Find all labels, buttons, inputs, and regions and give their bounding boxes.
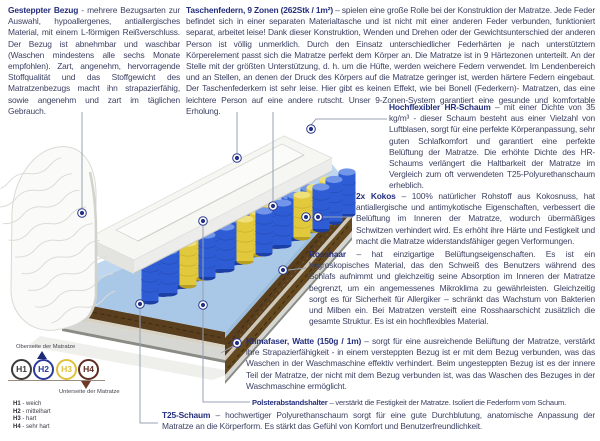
- body-spacer: verstärkt die Festigkeit der Matratze. Isoliert die Federform vom Schaum.: [335, 398, 567, 407]
- body-cover: mehrere Bezugsarten zur Auswahl, hypoallergenes, antiallergisches Material, mit einem L-förmigen Reißverschluss. Der Bezug ist abnehmbar und waschbar (Waschen mindestens alle sechs Monate empfohlen). Zart, angenehm, hervorragende Stoffqualität und das Stoffgewicht des Matratzenbezugs macht ihn strapazierfähig, sowie angenehm und zart im täglichen Gebrauch.: [8, 5, 180, 116]
- hardness-circle-h3: H3: [56, 359, 77, 380]
- text-block-coconut: 2x Kokos – 100% natürlicher Rohstoff aus Kokosnuss, hat antiallergische und antimykotische Eigenschaften, verbessert die Belüftung im Inneren der Matratze, wodurch übermäßiges Schwitzen verhindert wird. Es erhöht ihre Härte und Festigkeit und macht die Matratze widerstandsfähiger gegen Verformungen.: [356, 191, 595, 246]
- title-cover: Gesteppter Bezug: [8, 5, 79, 15]
- body-hr-foam: mit einer Dichte von 35 kg/m³ - dieser Schaum besteht aus einer Vielzahl von Luftblasen, sorgt für eine perfekte Körperanpassung, sehr guten Schlafkomfort und garantiert eine perfekte Belüftung der Matratze. Die erhöhte Dichte des HR-Schaums verlängert die Haltbarkeit der Matratze im Vergleich zum oft verwendeten T25-Polyurethanschaum erheblich.: [389, 102, 595, 191]
- legend-row-h3: H3 - hart: [13, 416, 37, 422]
- text-block-climate-fiber: Klimafaser, Watte (150g / 1m) – sorgt für eine ausreichende Belüftung der Matratze, verstärkt ihre Strapazierfähigkeit - in einem versteppten Bezug ist er mit dem Bezug verbunden, was das Waschen in der Waschmaschine effektiv verhindert. Beim ungesteppten Bezug ist es der innere Teil der Matratze, der nicht mit dem Bezug verbunden ist, was das Waschen des Bezuges in der Waschmaschine ermöglicht.: [246, 336, 595, 391]
- down-arrow-icon: [81, 381, 91, 389]
- up-arrow-icon: [37, 351, 47, 359]
- body-coconut: 100% natürlicher Rohstoff aus Kokosnuss, hat antiallergische und antimykotische Eigenschaften, verbessert die Belüftung im Inneren der Matratze, wodurch übermäßiges Schwitzen verhindert wird. Es erhöht ihre Härte und Festigkeit und macht die Matratze widerstandsfähiger gegen Verformungen.: [356, 191, 595, 246]
- body-springs: spielen eine große Rolle bei der Konstruktion der Matratze. Jede Feder befindet sich in einer separaten Materialtasche und ist nicht mit einer anderen Feder verbunden, funktioniert separat, arbeitet leise! Dank dieser Konstruktion, Wenden und Drehen oder der Gewichtsunterschied der anderen Person ist völlig unmerklich. Durch den Einsatz unterschiedlicher Federhärten je nach unterstütztem Körperelement passt sich die Matratze perfekt dem Körper an. Die Matratze ist in 9 Härtezonen unterteilt. An der Stelle mit der größten Unterstützung, d. h. um die Hüfte, werden weichere Federn verwendet. Im Lendenbereich und an Stellen, an denen der Druck des Körpers auf die Matratze geringer ist, werden härtere Federn eingebaut. Der Taschenfederkern ist sehr leise. Hier gibt es keinen Effekt, wie bei Bonell (Federkern)- Matratzen, das eine leichtere Person auf eine andere rutscht. Unser 9-Zonen-System garantiert eine gesunde und komfortable Erholung.: [186, 5, 595, 116]
- hardness-circle-h1: H1: [11, 359, 32, 380]
- hardness-circle-h2: H2: [33, 359, 54, 380]
- legend-row-h2: H2 - mittelhart: [13, 408, 51, 415]
- hardness-circle-h4: H4: [78, 359, 99, 380]
- title-t25-foam: T25-Schaum: [162, 410, 211, 420]
- mattress-top-label: Oberseite der Matratze: [16, 344, 76, 350]
- mattress-bottom-label: Unterseite der Matratze: [59, 389, 120, 395]
- body-climate-fiber: sorgt für eine ausreichende Belüftung der Matratze, verstärkt ihre Strapazierfähigkeit - in einem versteppten Bezug ist er mit dem Bezug verbunden, was das Waschen in der Waschmaschine effektiv verhindert. Beim ungesteppten Bezug ist es der innere Teil der Matratze, der nicht mit dem Bezug verbunden ist, was das Waschen des Bezuges in der Waschmaschine ermöglicht.: [246, 336, 595, 391]
- title-horsehair: Rosshaar: [309, 249, 346, 259]
- text-block-spacer: Polsterabstandshalter – verstärkt die Festigkeit der Matratze. Isoliert die Federform vom Schaum.: [252, 398, 567, 407]
- text-block-cover: Gesteppter Bezug - mehrere Bezugsarten zur Auswahl, hypoallergenes, antiallergisches Material, mit einem L-förmigen Reißverschluss. Der Bezug ist abnehmbar und waschbar (Waschen mindestens alle sechs Monate empfohlen). Zart, angenehm, hervorragende Stoffqualität und das Stoffgewicht des Matratzenbezugs macht ihn strapazierfähig, sowie angenehm und zart im täglichen Gebrauch.: [8, 5, 180, 116]
- body-horsehair: hat einzigartige Belüftungseigenschaften. Es ist ein hygroskopisches Material, das den Schweiß des Benutzers während des Schlafs aufnimmt und gleichzeitig seine Absorption im Inneren der Matratze begrenzt, um ein angemessenes Mikroklima zu gewährleisten. Gleichzeitig sorgt es für Sicherheit für Allergiker – schränkt das Wachstum von Bakterien und Milben ein. Bei Matratzen versteift eine Rosshaarschicht zusätzlich die gesamte Struktur. Es ist ein hochflexibles Material.: [309, 249, 595, 327]
- title-springs: Taschenfedern, 9 Zonen (262Stk / 1m²): [186, 5, 333, 15]
- body-t25-foam: hochwertiger Polyurethanschaum sorgt für eine gute Durchblutung, anatomische Anpassung der Matratze an die Körperform. Es stärkt das Gefühl von Komfort und Benutzerfreundlichkeit.: [162, 410, 595, 432]
- legend-row-h4: H4 - sehr hart: [13, 423, 50, 430]
- legend-row-h1: H1 - weich: [13, 401, 42, 407]
- title-coconut: 2x Kokos: [356, 191, 396, 201]
- title-hr-foam: Hochflexibler HR-Schaum: [389, 102, 491, 112]
- text-block-t25-foam: T25-Schaum – hochwertiger Polyurethanschaum sorgt für eine gute Durchblutung, anatomische Anpassung der Matratze an die Körperform. Es stärkt das Gefühl von Komfort und Benutzerfreundlichkeit.: [162, 410, 595, 432]
- text-block-springs: Taschenfedern, 9 Zonen (262Stk / 1m²) – spielen eine große Rolle bei der Konstruktion der Matratze. Jede Feder befindet sich in einer separaten Materialtasche und ist nicht mit einer anderen Feder verbunden, funktioniert separat, arbeitet leise! Dank dieser Konstruktion, Wenden und Drehen oder der Gewichtsunterschied der anderen Person ist völlig unmerklich. Durch den Einsatz unterschiedlicher Federhärten je nach unterstütztem Körperelement passt sich die Matratze perfekt dem Körper an. Die Matratze ist in 9 Härtezonen unterteilt. An der Stelle mit der größten Unterstützung, d. h. um die Hüfte, werden weichere Federn verwendet. Im Lendenbereich und an Stellen, an denen der Druck des Körpers auf die Matratze geringer ist, werden härtere Federn eingebaut. Der Taschenfederkern ist sehr leise. Hier gibt es keinen Effekt, wie bei Bonell (Federkern)- Matratzen, das eine leichtere Person auf eine andere rutscht. Unser 9-Zonen-System garantiert eine gesunde und komfortable Erholung.: [186, 5, 595, 116]
- title-spacer: Polsterabstandshalter: [252, 398, 328, 407]
- title-climate-fiber: Klimafaser, Watte (150g / 1m): [246, 336, 362, 346]
- hardness-legend: [13, 401, 51, 431]
- text-block-hr-foam: Hochflexibler HR-Schaum – mit einer Dichte von 35 kg/m³ - dieser Schaum besteht aus einer Vielzahl von Luftblasen, sorgt für eine perfekte Körperanpassung, sehr guten Schlafkomfort und garantiert eine perfekte Belüftung der Matratze. Die erhöhte Dichte des HR-Schaums verlängert die Haltbarkeit der Matratze im Vergleich zum oft verwendeten T25-Polyurethanschaum erheblich.: [389, 102, 595, 191]
- text-block-horsehair: Rosshaar – hat einzigartige Belüftungseigenschaften. Es ist ein hygroskopisches Material, das den Schweiß des Benutzers während des Schlafs aufnimmt und gleichzeitig seine Absorption im Inneren der Matratze begrenzt, um ein angemessenes Mikroklima zu gewährleisten. Gleichzeitig sorgt es für Sicherheit für Allergiker – schränkt das Wachstum von Bakterien und Milben ein. Bei Matratzen versteift eine Rosshaarschicht zusätzlich die gesamte Struktur. Es ist ein hochflexibles Material.: [309, 249, 595, 327]
